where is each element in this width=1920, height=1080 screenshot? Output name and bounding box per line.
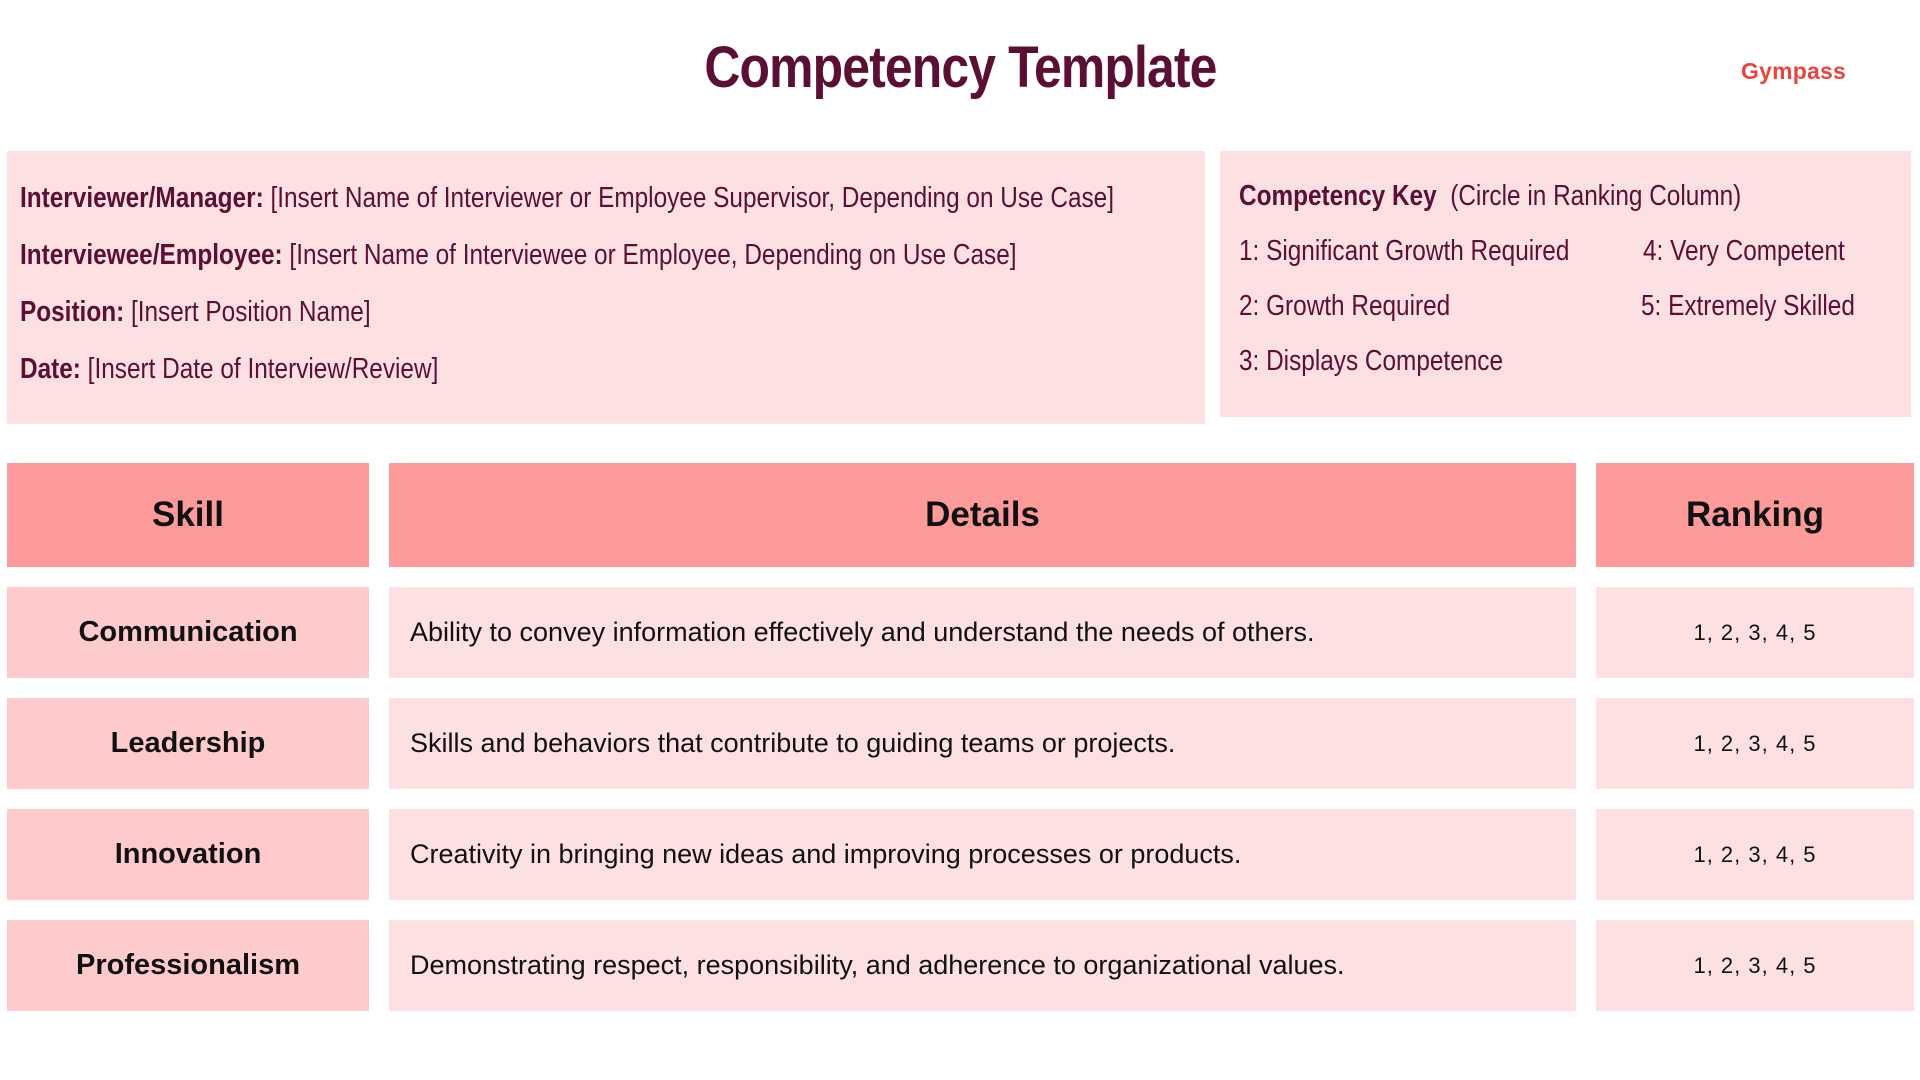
interviewer-line <box>20 182 1114 215</box>
details-cell: Ability to convey information effectively and understand the needs of others. <box>389 587 1576 678</box>
interviewer-value: [Insert Name of Interviewer or Employee Supervisor, Depending on Use Case] <box>263 182 1115 214</box>
ranking-cell[interactable]: 1, 2, 3, 4, 5 <box>1596 698 1914 789</box>
header-skill: Skill <box>7 463 369 567</box>
ranking-cell[interactable]: 1, 2, 3, 4, 5 <box>1596 920 1914 1011</box>
position-value: [Insert Position Name] <box>124 296 371 328</box>
ranking-cell[interactable]: 1, 2, 3, 4, 5 <box>1596 587 1914 678</box>
position-label: Position: <box>20 296 125 328</box>
date-value: [Insert Date of Interview/Review] <box>80 353 439 385</box>
interviewer-label: Interviewer/Manager: <box>20 182 264 214</box>
details-cell: Creativity in bringing new ideas and improving processes or products. <box>389 809 1576 900</box>
date-label: Date: <box>20 353 81 385</box>
skill-cell: Innovation <box>7 809 369 900</box>
key-title: Competency Key <box>1239 180 1437 212</box>
details-cell: Demonstrating respect, responsibility, and adherence to organizational values. <box>389 920 1576 1011</box>
header-ranking: Ranking <box>1596 463 1914 567</box>
skill-cell: Leadership <box>7 698 369 789</box>
key-level-3: 3: Displays Competence <box>1239 345 1504 377</box>
key-subtitle: (Circle in Ranking Column) <box>1450 180 1742 212</box>
brand-logo: Gympass <box>1741 58 1846 84</box>
info-panel <box>7 151 1205 424</box>
key-level-1: 1: Significant Growth Required <box>1239 235 1570 267</box>
page-title: Competency Template <box>704 35 1217 100</box>
interviewee-value: [Insert Name of Interviewee or Employee, Depending on Use Case] <box>282 239 1017 271</box>
key-level-5: 5: Extremely Skilled <box>1641 290 1855 322</box>
position-line <box>20 296 371 329</box>
key-header <box>1239 180 1741 213</box>
interviewee-label: Interviewee/Employee: <box>20 239 283 271</box>
key-level-2: 2: Growth Required <box>1239 290 1451 322</box>
ranking-cell[interactable]: 1, 2, 3, 4, 5 <box>1596 809 1914 900</box>
skill-cell: Professionalism <box>7 920 369 1011</box>
interviewee-line <box>20 239 1017 272</box>
header-details: Details <box>389 463 1576 567</box>
date-line <box>20 353 438 386</box>
skill-cell: Communication <box>7 587 369 678</box>
competency-key-panel <box>1220 151 1911 417</box>
key-level-4: 4: Very Competent <box>1643 235 1845 267</box>
details-cell: Skills and behaviors that contribute to guiding teams or projects. <box>389 698 1576 789</box>
